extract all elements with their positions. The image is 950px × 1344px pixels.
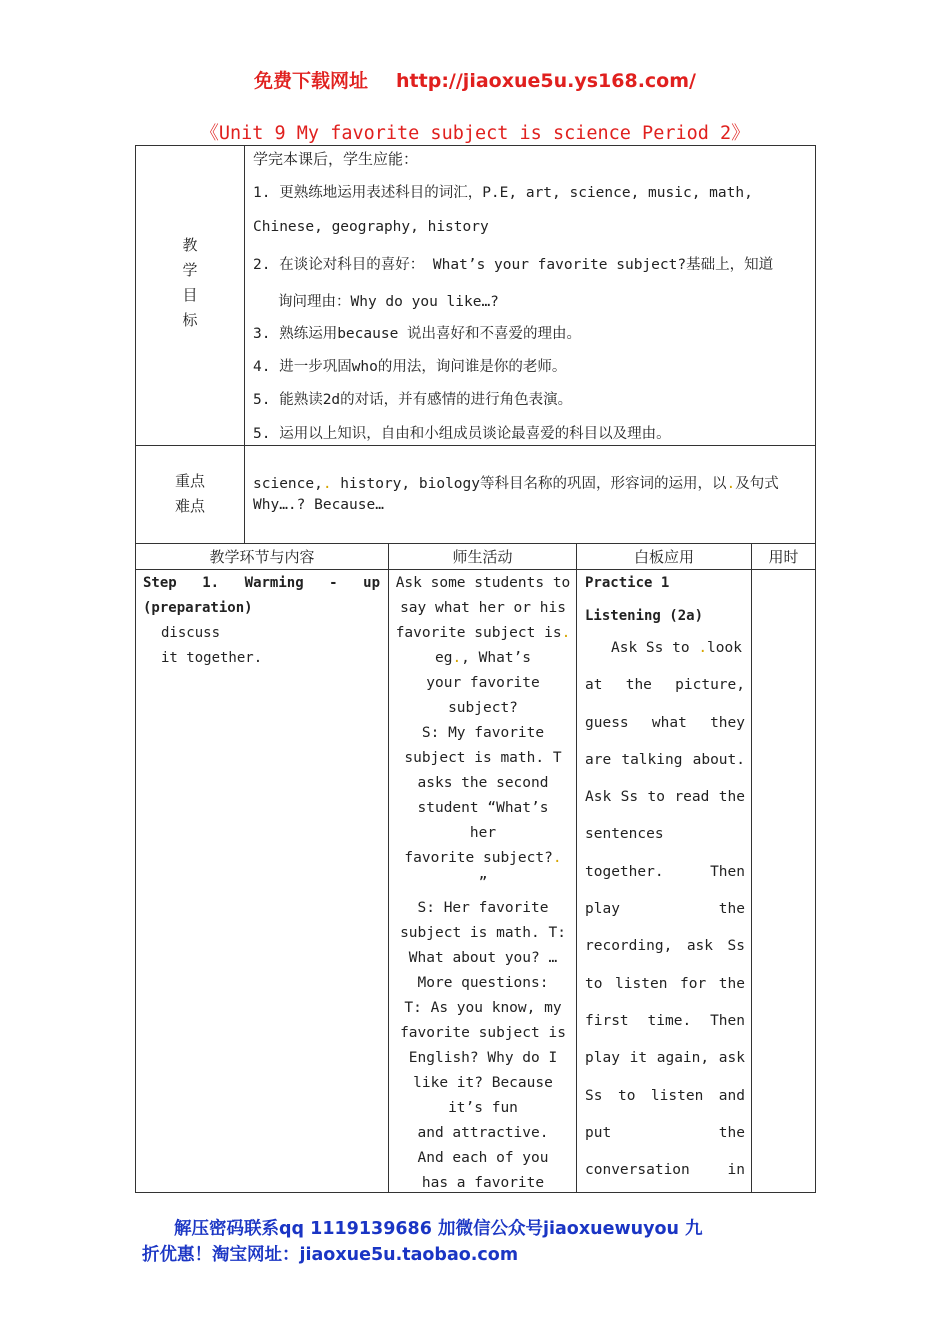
- editor-mark: .: [322, 476, 332, 492]
- objectives-label-char: 目: [182, 286, 198, 304]
- board-line: are talking about.: [585, 751, 745, 768]
- activity-line: subject is math. T: [404, 750, 562, 766]
- activity-line: subject is math. T:: [400, 925, 566, 941]
- objectives-intro: 学完本课后，学生应能：: [253, 150, 419, 168]
- editor-mark: .: [561, 625, 571, 641]
- whiteboard-practice-title: Practice 1: [585, 575, 670, 591]
- activity-line: your favorite: [426, 675, 540, 691]
- activity-line: and attractive.: [417, 1125, 549, 1141]
- column-divider: [751, 543, 752, 1193]
- column-header-activity: 师生活动: [452, 548, 513, 566]
- board-line: sentences: [585, 826, 664, 843]
- key-points-label: [160, 469, 220, 519]
- column-header-time: 用时: [768, 548, 799, 566]
- board-line: conversation in: [585, 1162, 745, 1179]
- objective-item-1-line-2: Chinese, geography, history: [253, 219, 489, 235]
- header-url-link[interactable]: http://jiaoxue5u.ys168.com/: [396, 70, 696, 92]
- activity-line: [393, 846, 573, 871]
- activity-line: like it? Because: [413, 1075, 553, 1091]
- objectives-label-char: 教: [182, 236, 198, 254]
- board-line: put the: [585, 1124, 745, 1141]
- board-line: to listen for the: [585, 975, 745, 992]
- board-line: play the: [585, 901, 745, 918]
- editor-mark: .: [698, 640, 708, 656]
- objective-item-2-line-2: 询问理由：Why do you like…?: [278, 294, 499, 310]
- column-header-content: 教学环节与内容: [209, 548, 315, 566]
- activity-line: student “What’s: [417, 800, 549, 816]
- board-line: together. Then: [585, 863, 745, 880]
- activity-text: favorite subject is: [395, 625, 562, 641]
- activity-line: And each of you: [417, 1150, 549, 1166]
- activity-text: eg: [434, 650, 453, 666]
- column-divider: [388, 543, 389, 1193]
- activity-line: [393, 646, 573, 671]
- activity-line: [393, 621, 573, 646]
- whiteboard-listening-title: Listening (2a): [585, 608, 704, 624]
- objective-item-3: 3. 熟练运用because 说出喜好和不喜爱的理由。: [253, 326, 582, 342]
- column-divider: [576, 543, 577, 1193]
- objective-item-5: 5. 能熟读2d的对话，并有感情的进行角色表演。: [253, 392, 573, 408]
- editor-mark: .: [552, 850, 562, 866]
- board-line: Ask Ss to read the: [585, 789, 745, 806]
- footer-line-2: 折优惠！淘宝网址：jiaoxue5u.taobao.com: [142, 1245, 519, 1265]
- objective-item-4: 4. 进一步巩固who的用法，询问谁是你的老师。: [253, 359, 567, 375]
- step-1-heading: Step 1. Warming - up: [143, 575, 380, 591]
- editor-mark: .: [452, 650, 462, 666]
- board-line: [585, 630, 745, 667]
- board-text: Ask Ss to: [611, 640, 699, 656]
- step-1-body-line-1: discuss: [161, 625, 221, 641]
- page-header: [0, 66, 950, 93]
- free-download-label: 免费下载网址: [254, 70, 369, 92]
- key-points-label-line-1: 重点: [174, 472, 205, 490]
- objectives-label-char: 标: [182, 311, 198, 329]
- page-footer: [142, 1216, 802, 1268]
- activity-line: Ask some students to: [395, 575, 571, 591]
- activity-line: favorite subject is: [400, 1025, 566, 1041]
- key-points-line-2: Why….? Because…: [253, 497, 384, 513]
- key-points-text: science,: [253, 476, 323, 492]
- activity-line: subject?: [448, 700, 518, 716]
- activity-line: S: My favorite: [421, 725, 545, 741]
- footer-line-1: 解压密码联系qq 1119139686 加微信公众号jiaoxuewuyou 九: [174, 1219, 703, 1239]
- activity-line: say what her or his: [400, 600, 566, 616]
- objective-item-6: 5. 运用以上知识，自由和小组成员谈论最喜爱的科目以及理由。: [253, 426, 671, 442]
- board-line: Ss to listen and: [585, 1087, 745, 1104]
- activity-line: What about you? …: [408, 950, 558, 966]
- objectives-label-char: 学: [182, 261, 198, 279]
- activity-line: T: As you know, my: [404, 1000, 562, 1016]
- activity-text: favorite subject?: [404, 850, 553, 866]
- activity-line: has a favorite: [421, 1175, 545, 1191]
- activity-line: asks the second: [417, 775, 549, 791]
- activity-line: More questions:: [417, 975, 549, 991]
- activity-text: , What’s: [461, 650, 532, 666]
- column-header-whiteboard: 白板应用: [633, 548, 694, 566]
- activity-line: her: [469, 825, 497, 841]
- editor-mark: .: [726, 476, 736, 492]
- board-line: at the picture,: [585, 677, 745, 694]
- board-line: first time. Then: [585, 1012, 745, 1029]
- step-1-subheading: (preparation): [143, 600, 253, 616]
- activity-line: English? Why do I: [408, 1050, 558, 1066]
- activity-line: ”: [478, 875, 488, 891]
- key-points-text: history, biology等科目名称的巩固，形容词的运用，以: [331, 476, 727, 492]
- activity-line: it’s fun: [448, 1100, 518, 1116]
- board-line: play it again, ask: [585, 1050, 745, 1067]
- teacher-activity: [393, 571, 573, 1196]
- activity-line: S: Her favorite: [417, 900, 549, 916]
- key-points-text: 及句式: [735, 476, 779, 492]
- whiteboard-notes: [585, 630, 745, 1189]
- objective-item-2-line-1: 2. 在谈论对科目的喜好： What’s your favorite subject?基础上，知道: [253, 257, 774, 273]
- key-points-line-1: [253, 472, 779, 493]
- step-1-body-line-2: it together.: [161, 650, 263, 666]
- objective-item-1-line-1: 1. 更熟练地运用表述科目的词汇，P.E, art, science, music, math,: [253, 185, 753, 201]
- document-title: 《Unit 9 My favorite subject is science Period 2》: [200, 123, 750, 144]
- board-text: look: [707, 640, 742, 656]
- key-points-label-line-2: 难点: [174, 497, 205, 515]
- board-line: guess what they: [585, 714, 745, 731]
- objectives-label: [176, 233, 204, 333]
- board-line: recording, ask Ss: [585, 938, 745, 955]
